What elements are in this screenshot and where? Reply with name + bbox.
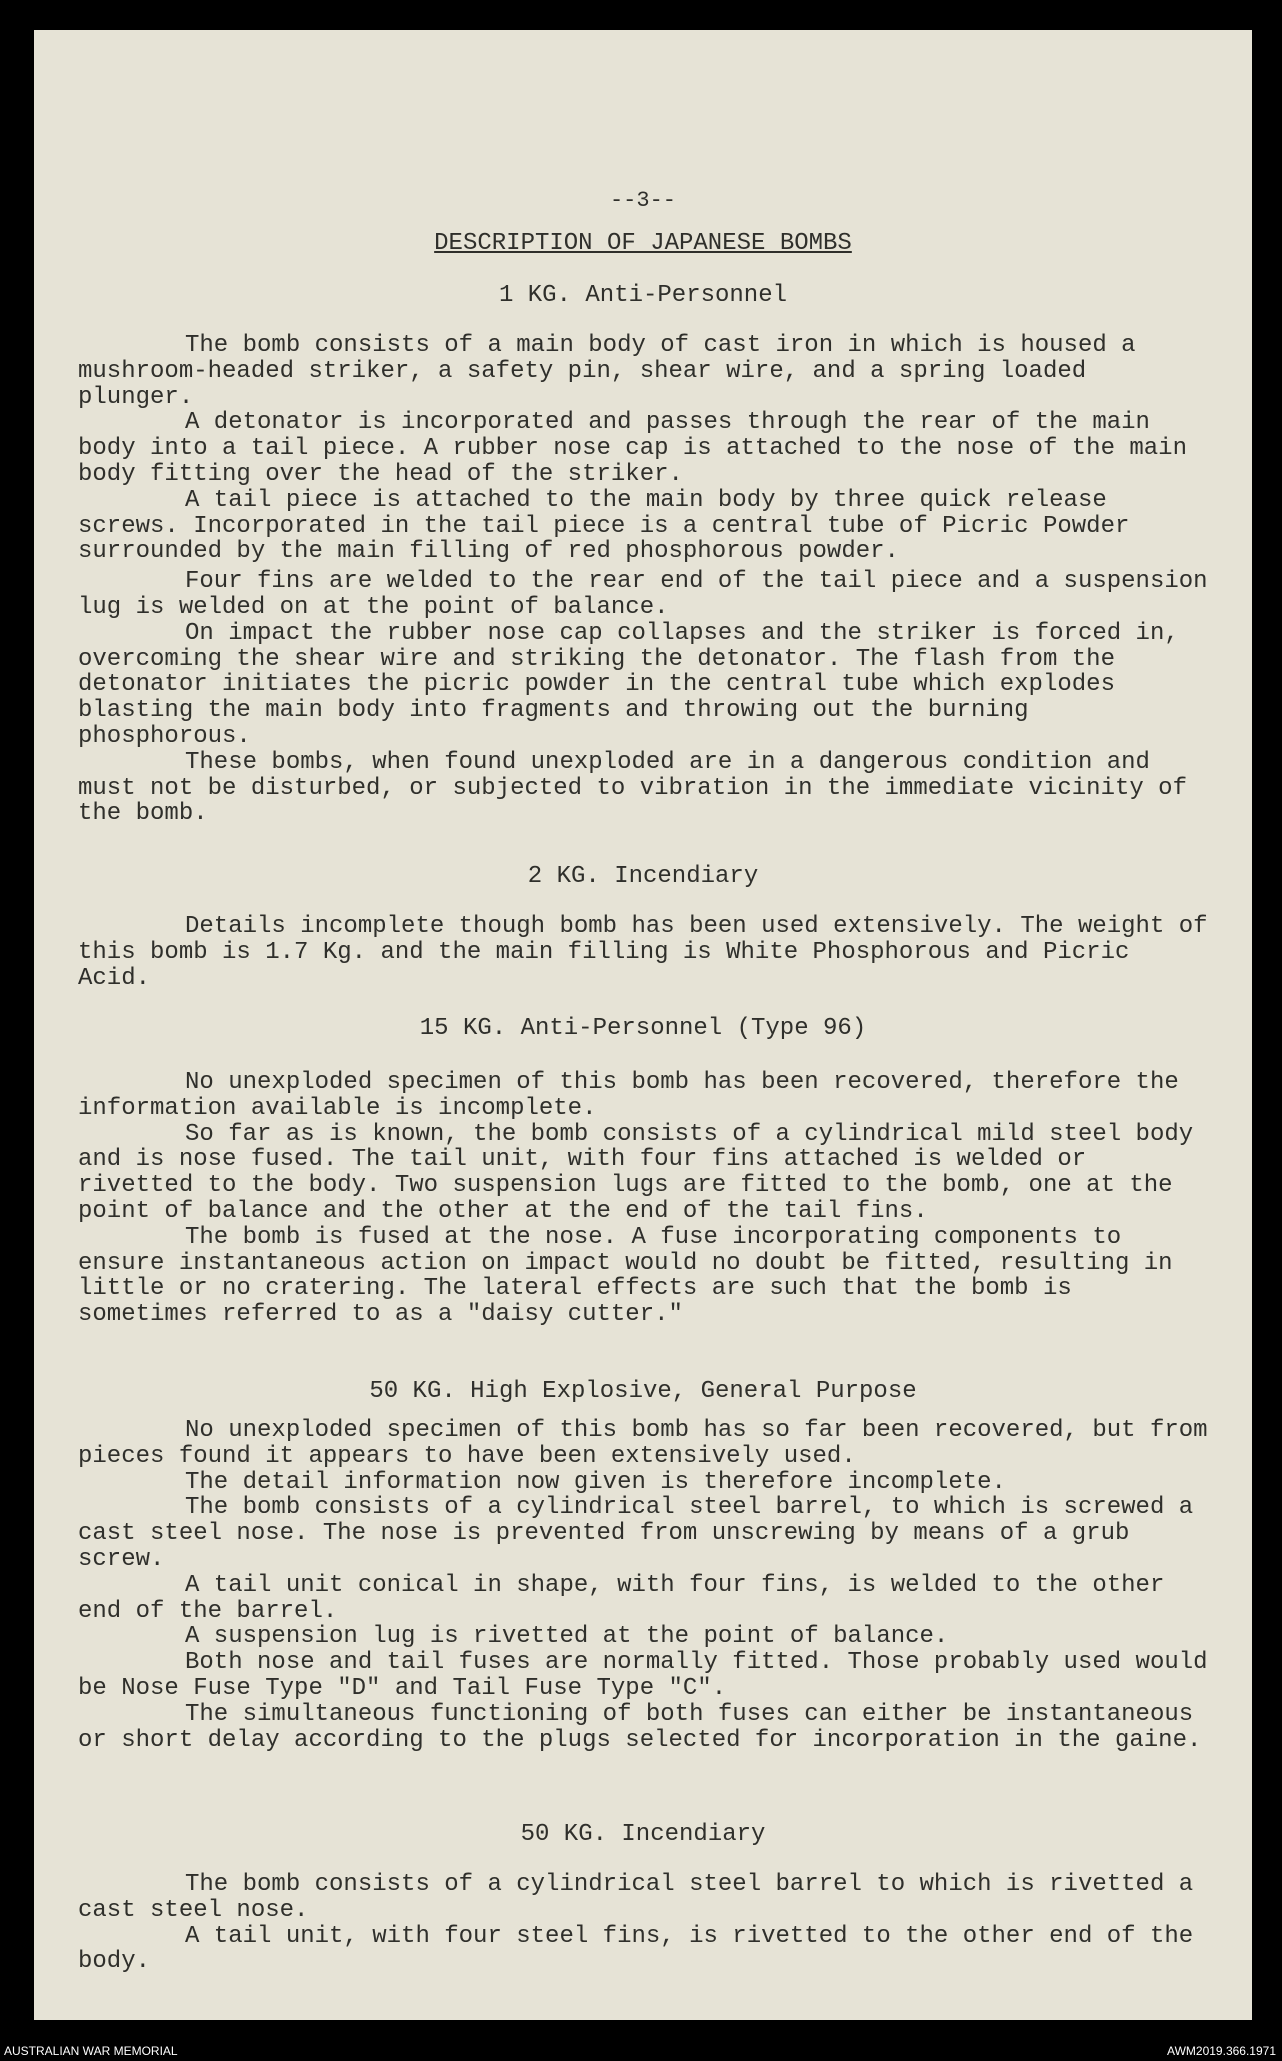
archive-footer — [0, 2040, 1282, 2061]
section-heading-1kg-anti-personnel: 1 KG. Anti-Personnel — [498, 282, 788, 309]
section-body-50kg-incendiary — [78, 1872, 1208, 1975]
paragraph: These bombs, when found unexploded are in a dangerous condition and must not be disturbed, or subjected to vibration in the immediate vicinity of the bomb. — [78, 748, 1187, 828]
section-heading-50kg-incendiary: 50 KG. Incendiary — [520, 1821, 766, 1848]
section-body-50kg-high-explosive — [78, 1418, 1208, 1753]
paragraph: A detonator is incorporated and passes through the rear of the main body into a tail piece. A rubber nose cap is attached to the nose of the main body fitting over the head of the striker. — [78, 409, 1187, 488]
paragraph: The bomb consists of a main body of cast iron in which is housed a mushroom-headed striker, a safety pin, shear wire, and a spring loaded plunger. — [78, 332, 1136, 411]
paragraph: The bomb consists of a cylindrical steel barrel, to which is screwed a cast steel nose. The nose is prevented from unscrewing by means of a grub screw. — [78, 1494, 1194, 1573]
section-heading-2kg-incendiary: 2 KG. Incendiary — [527, 863, 759, 890]
paragraph: A tail unit, with four steel fins, is rivetted to the other end of the body. — [78, 1922, 1194, 1976]
paragraph: So far as is known, the bomb consists of a cylindrical mild steel body and is nose fused. The tail unit, with four fins attached is welded or rivetted to the body. Two suspension lugs are fitted to the bomb, one at the point of balance and the other at the end of the tail fins. — [78, 1120, 1194, 1225]
paragraph: No unexploded specimen of this bomb has been recovered, therefore the information available is incomplete. — [78, 1069, 1179, 1122]
section-body-2kg-incendiary — [78, 914, 1208, 991]
paragraph: The bomb is fused at the nose. A fuse incorporating components to ensure instantaneous action on impact would no doubt be fitted, resulting in little or no cratering. The lateral effects are such that the bomb is sometimes referred to as a "daisy cutter." — [78, 1223, 1173, 1329]
document-page — [34, 30, 1252, 2020]
paragraph: Details incomplete though bomb has been used extensively. The weight of this bomb is 1.7 Kg. and the main filling is White Phosphorous and Picric Acid. — [78, 913, 1208, 992]
paragraph: The simultaneous functioning of both fuses can either be instantaneous or short delay according to the plugs selected for incorporation in the gaine. — [78, 1700, 1202, 1754]
paragraph: Four fins are welded to the rear end of the tail piece and a suspension lug is welded on at the point of balance. — [78, 568, 1208, 621]
paragraph: The bomb consists of a cylindrical steel barrel to which is rivetted a cast steel nose. — [78, 1871, 1194, 1924]
page-number: --3-- — [609, 188, 676, 213]
section-body-1kg-anti-personnel — [78, 333, 1208, 827]
section-heading-50kg-high-explosive: 50 KG. High Explosive, General Purpose — [369, 1378, 917, 1405]
paragraph: The detail information now given is therefore incomplete. — [185, 1468, 1006, 1496]
archive-reference: AWM2019.366.1971 — [1167, 2044, 1276, 2058]
paragraph: On impact the rubber nose cap collapses and the striker is forced in, overcoming the shear wire and striking the detonator. The flash from the detonator initiates the picric powder in the central tube which explodes blasting the main body into fragments and throwing out the burning phosphorous. — [78, 619, 1179, 750]
section-heading-15kg-anti-personnel: 15 KG. Anti-Personnel (Type 96) — [419, 1015, 867, 1042]
paragraph: Both nose and tail fuses are normally fitted. Those probably used would be Nose Fuse Type "D" and Tail Fuse Type "C". — [78, 1649, 1208, 1702]
archive-name: AUSTRALIAN WAR MEMORIAL — [4, 2044, 178, 2058]
paragraph: A tail unit conical in shape, with four fins, is welded to the other end of the barrel. — [78, 1571, 1165, 1625]
section-body-15kg-anti-personnel — [78, 1070, 1208, 1328]
paragraph: A tail piece is attached to the main body by three quick release screws. Incorporated in the tail piece is a central tube of Picric Powder surrounded by the main filling of red phosphorous powder. — [78, 486, 1130, 566]
paragraph: A suspension lug is rivetted at the point of balance. — [185, 1623, 949, 1651]
paragraph: No unexploded specimen of this bomb has so far been recovered, but from pieces found it appears to have been extensively used. — [78, 1417, 1208, 1470]
document-title: DESCRIPTION OF JAPANESE BOMBS — [434, 230, 852, 257]
